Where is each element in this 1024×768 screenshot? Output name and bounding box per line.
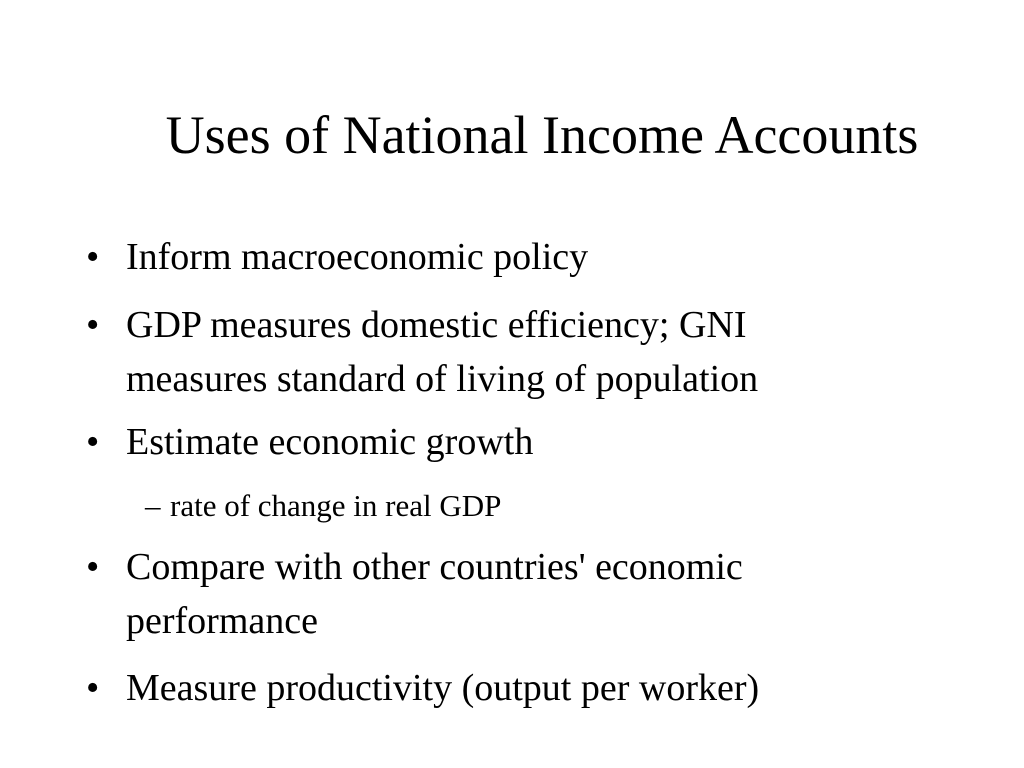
dash-icon: – bbox=[145, 488, 161, 523]
sub-bullet-text: rate of change in real GDP bbox=[170, 488, 502, 523]
bullet-text: Compare with other countries' economic bbox=[126, 546, 743, 588]
bullet-text: GDP measures domestic efficiency; GNI bbox=[126, 304, 747, 346]
bullet-icon: • bbox=[86, 304, 100, 346]
slide-title: Uses of National Income Accounts bbox=[165, 105, 919, 165]
bullet-text-continued: measures standard of living of population bbox=[126, 358, 759, 400]
bullet-text: Inform macroeconomic policy bbox=[126, 236, 589, 278]
bullet-text: Measure productivity (output per worker) bbox=[126, 667, 760, 709]
bullet-icon: • bbox=[86, 421, 100, 463]
bullet-text: Estimate economic growth bbox=[126, 421, 534, 463]
bullet-icon: • bbox=[86, 236, 100, 278]
bullet-icon: • bbox=[86, 546, 100, 588]
bullet-icon: • bbox=[86, 667, 100, 709]
bullet-text-continued: performance bbox=[126, 600, 318, 642]
